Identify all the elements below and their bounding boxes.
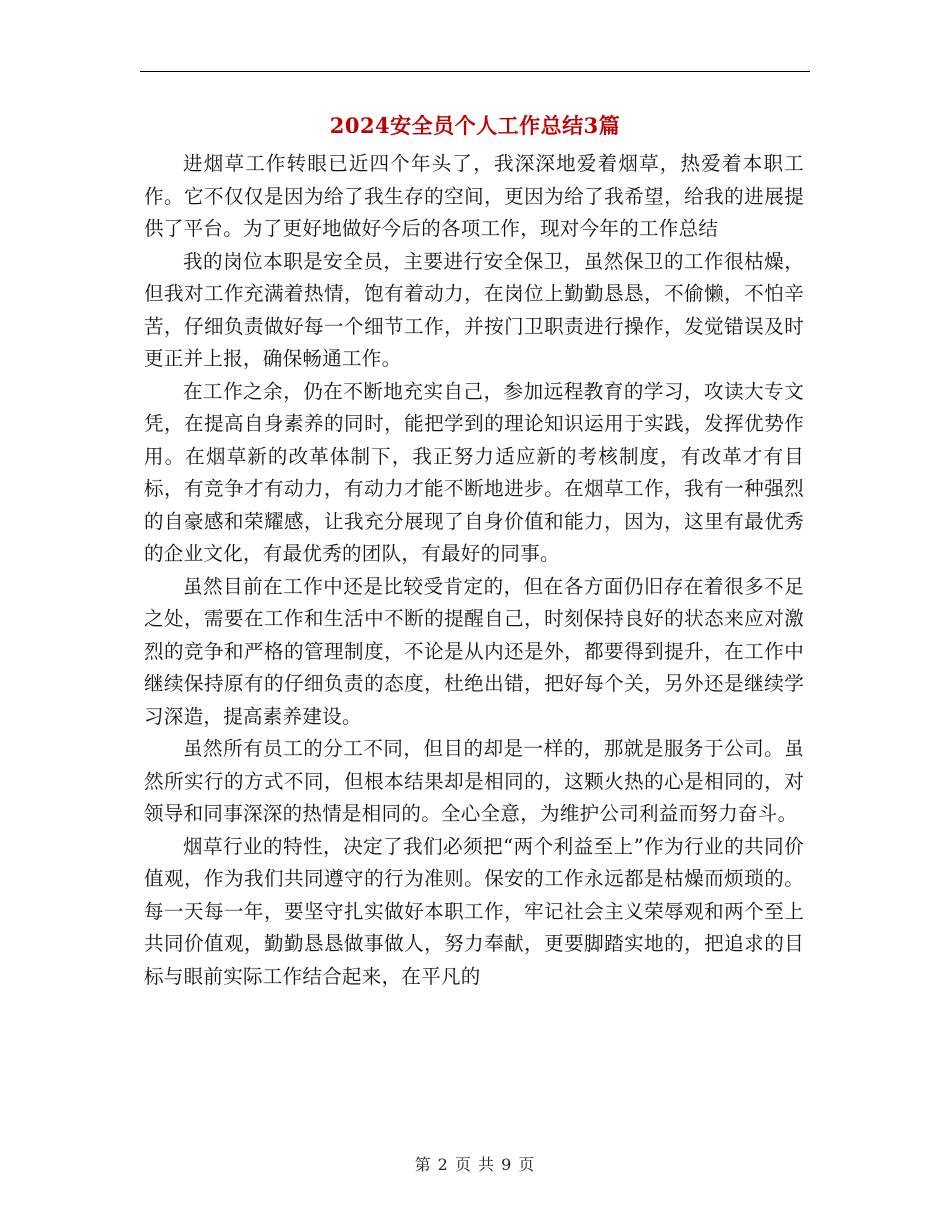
paragraph: 烟草行业的特性，决定了我们必须把“两个利益至上”作为行业的共同价值观，作为我们共同遵守的行为准则。保安的工作永远都是枯燥而烦琐的。每一天每一年，要坚守扎实做好本职工作，牢记社会主义荣辱观和两个至上共同价值观，勤勤恳恳做事做人，努力奉献，更要脚踏实地的，把追求的目标与眼前实际工作结合起来，在平凡的 [144, 834, 804, 988]
document-body [144, 148, 804, 993]
header-rule [140, 71, 810, 72]
page-number: 第 2 页 共 9 页 [414, 1155, 536, 1174]
paragraph: 我的岗位本职是安全员，主要进行安全保卫，虽然保卫的工作很枯燥，但我对工作充满着热情，饱有着动力，在岗位上勤勤恳恳，不偷懒，不怕辛苦，仔细负责做好每一个细节工作，并按门卫职责进行操作，发觉错误及时更正并上报，确保畅通工作。 [144, 249, 804, 370]
paragraph: 虽然所有员工的分工不同，但目的却是一样的，那就是服务于公司。虽然所实行的方式不同，但根本结果却是相同的，这颗火热的心是相同的，对领导和同事深深的热情是相同的。全心全意，为维护公司利益而努力奋斗。 [144, 737, 804, 825]
document-title: 2024安全员个人工作总结3篇 [329, 113, 621, 138]
paragraph: 进烟草工作转眼已近四个年头了，我深深地爱着烟草，热爱着本职工作。它不仅仅是因为给了我生存的空间，更因为给了我希望，给我的进展提供了平台。为了更好地做好今后的各项工作，现对今年的工作总结 [144, 152, 804, 240]
paragraph: 在工作之余，仍在不断地充实自己，参加远程教育的学习，攻读大专文凭，在提高自身素养的同时，能把学到的理论知识运用于实践，发挥优势作用。在烟草新的改革体制下，我正努力适应新的考核制度，有改革才有目标，有竞争才有动力，有动力才能不断地进步。在烟草工作，我有一种强烈的自豪感和荣耀感，让我充分展现了自身价值和能力，因为，这里有最优秀的企业文化，有最优秀的团队，有最好的同事。 [144, 379, 804, 565]
paragraph: 虽然目前在工作中还是比较受肯定的，但在各方面仍旧存在着很多不足之处，需要在工作和生活中不断的提醒自己，时刻保持良好的状态来应对激烈的竞争和严格的管理制度，不论是从内还是外，都要得到提升，在工作中继续保持原有的仔细负责的态度，杜绝出错，把好每个关，另外还是继续学习深造，提高素养建设。 [144, 574, 804, 728]
